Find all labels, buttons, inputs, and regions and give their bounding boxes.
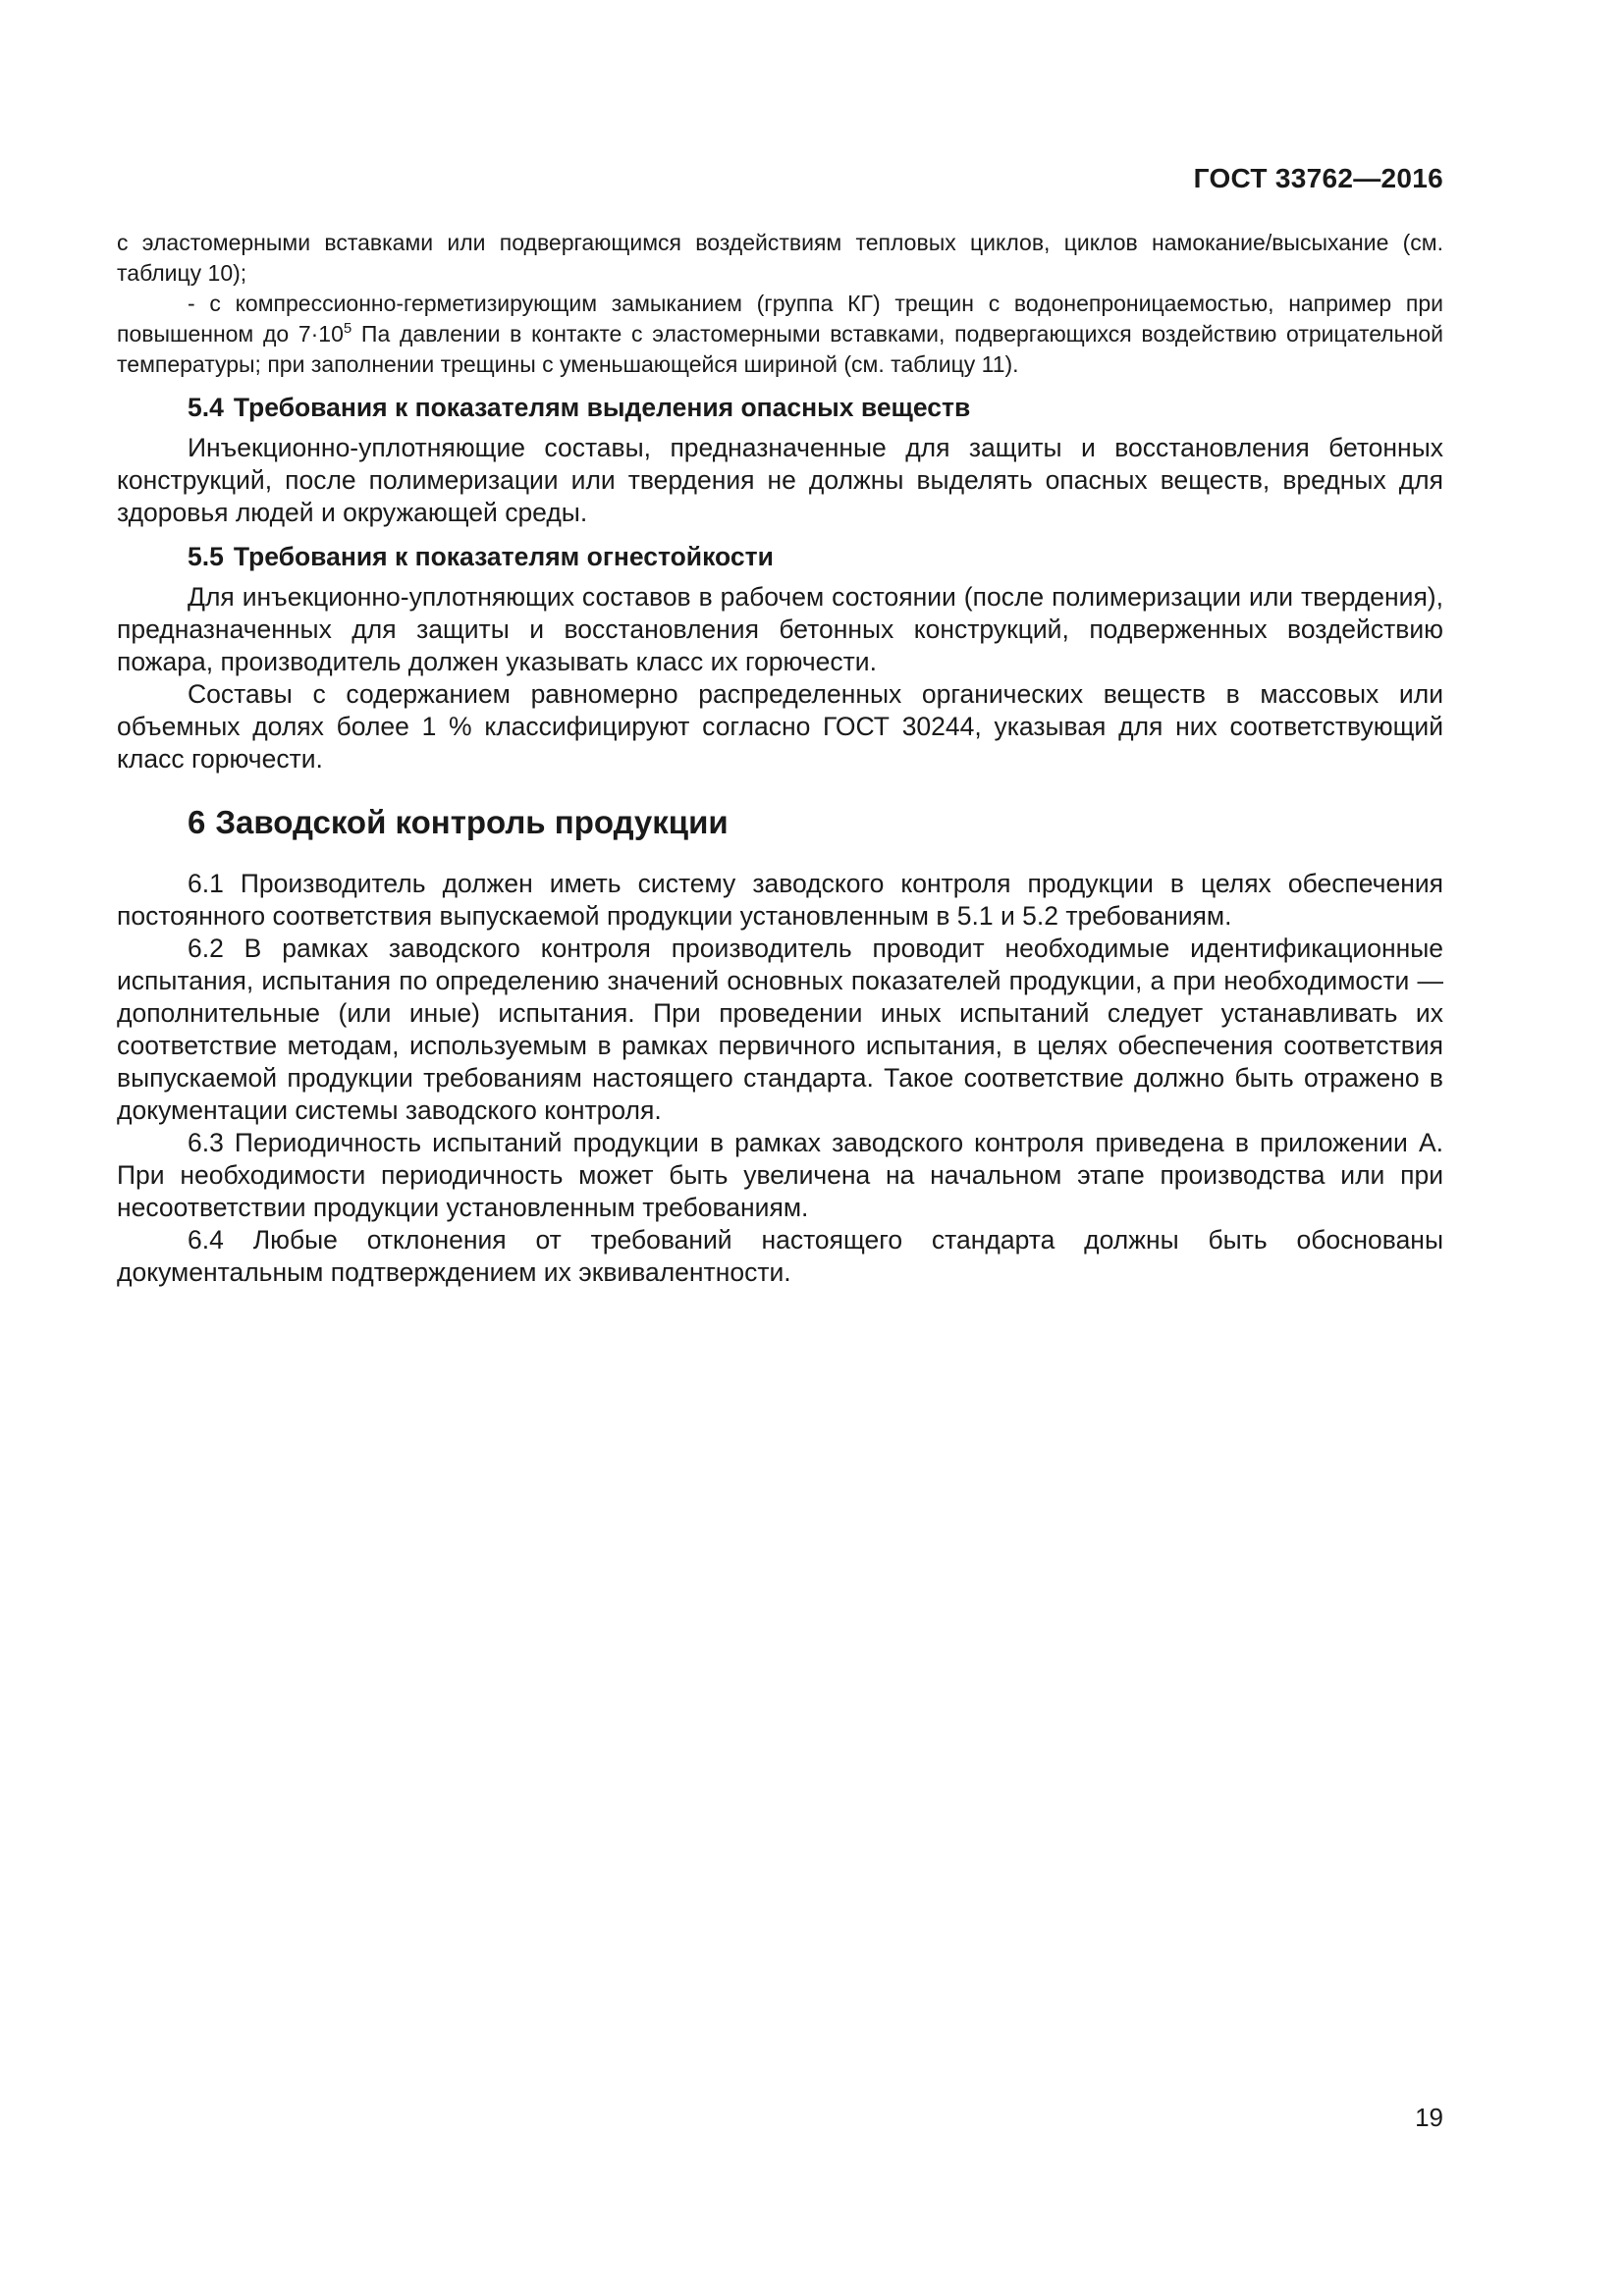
continued-list-item: с эластомерными вставками или подвергающимся воздействиям тепловых циклов, циклов намокание/высыхание (см. таблицу 10); xyxy=(117,230,1443,286)
paragraph: Инъекционно-уплотняющие составы, предназначенные для защиты и восстановления бетонных конструкций, после полимеризации или твердения не должны выделять опасных веществ, вредных для здоровья людей и окружающей среды. xyxy=(117,433,1443,527)
section-heading-6 xyxy=(117,803,1443,842)
paragraph-6-2: 6.2 В рамках заводского контроля производитель проводит необходимые идентификационные испытания, испытания по определению значений основных показателей продукции, а при необходимости — дополнительные (или иные) испытания. При проведении иных испытаний следует устанавливать их соответствие методам, используемым в рамках первичного испытания, в целях обеспечения соответствия выпускаемой продукции требованиям настоящего стандарта. Такое соответствие должно быть отражено в документации системы заводского контроля. xyxy=(117,934,1443,1125)
paragraph-6-4: 6.4 Любые отклонения от требований настоящего стандарта должны быть обоснованы документальным подтверждением их эквивалентности. xyxy=(117,1225,1443,1287)
page-number: 19 xyxy=(1415,2103,1443,2132)
section-heading-5-4 xyxy=(117,392,1443,424)
page-body xyxy=(117,228,1443,1289)
list-item-text-a: - с компрессионно-герметизирующим замыканием (группа КГ) трещин с водонепроницаемостью, например при повышенном до 7·10 xyxy=(117,291,1443,347)
section-number: 5.5 xyxy=(188,542,224,571)
list-item-kg xyxy=(117,289,1443,380)
paragraph: Для инъекционно-уплотняющих составов в рабочем состоянии (после полимеризации или твердения), предназначенных для защиты и восстановления бетонных конструкций, подверженных воздействию пожара, производитель должен указывать класс их горючести. xyxy=(117,582,1443,676)
section-title: Требования к показателям выделения опасных веществ xyxy=(233,393,971,422)
paragraph-6-1: 6.1 Производитель должен иметь систему заводского контроля продукции в целях обеспечения постоянного соответствия выпускаемой продукции установленным в 5.1 и 5.2 требованиям. xyxy=(117,869,1443,931)
section-number: 5.4 xyxy=(188,393,224,422)
list-item-text-b: Па давлении в контакте с эластомерными вставками, подвергающихся воздействию отрицательной температуры; при заполнении трещины с уменьшающейся шириной (см. таблицу 11). xyxy=(117,321,1443,377)
section-title: Требования к показателям огнестойкости xyxy=(233,542,774,571)
exponent: 5 xyxy=(343,320,352,337)
paragraph: Составы с содержанием равномерно распределенных органических веществ в массовых или объемных долях более 1 % классифицируют согласно ГОСТ 30244, указывая для них соответствующий класс горючести. xyxy=(117,679,1443,774)
paragraph-6-3: 6.3 Периодичность испытаний продукции в рамках заводского контроля приведена в приложении А. При необходимости периодичность может быть увеличена на начальном этапе производства или при несоответствии продукции установленным требованиям. xyxy=(117,1128,1443,1222)
section-number: 6 xyxy=(188,804,206,840)
section-title: Заводской контроль продукции xyxy=(215,804,729,840)
document-code: ГОСТ 33762—2016 xyxy=(1193,163,1443,193)
section-heading-5-5 xyxy=(117,541,1443,573)
